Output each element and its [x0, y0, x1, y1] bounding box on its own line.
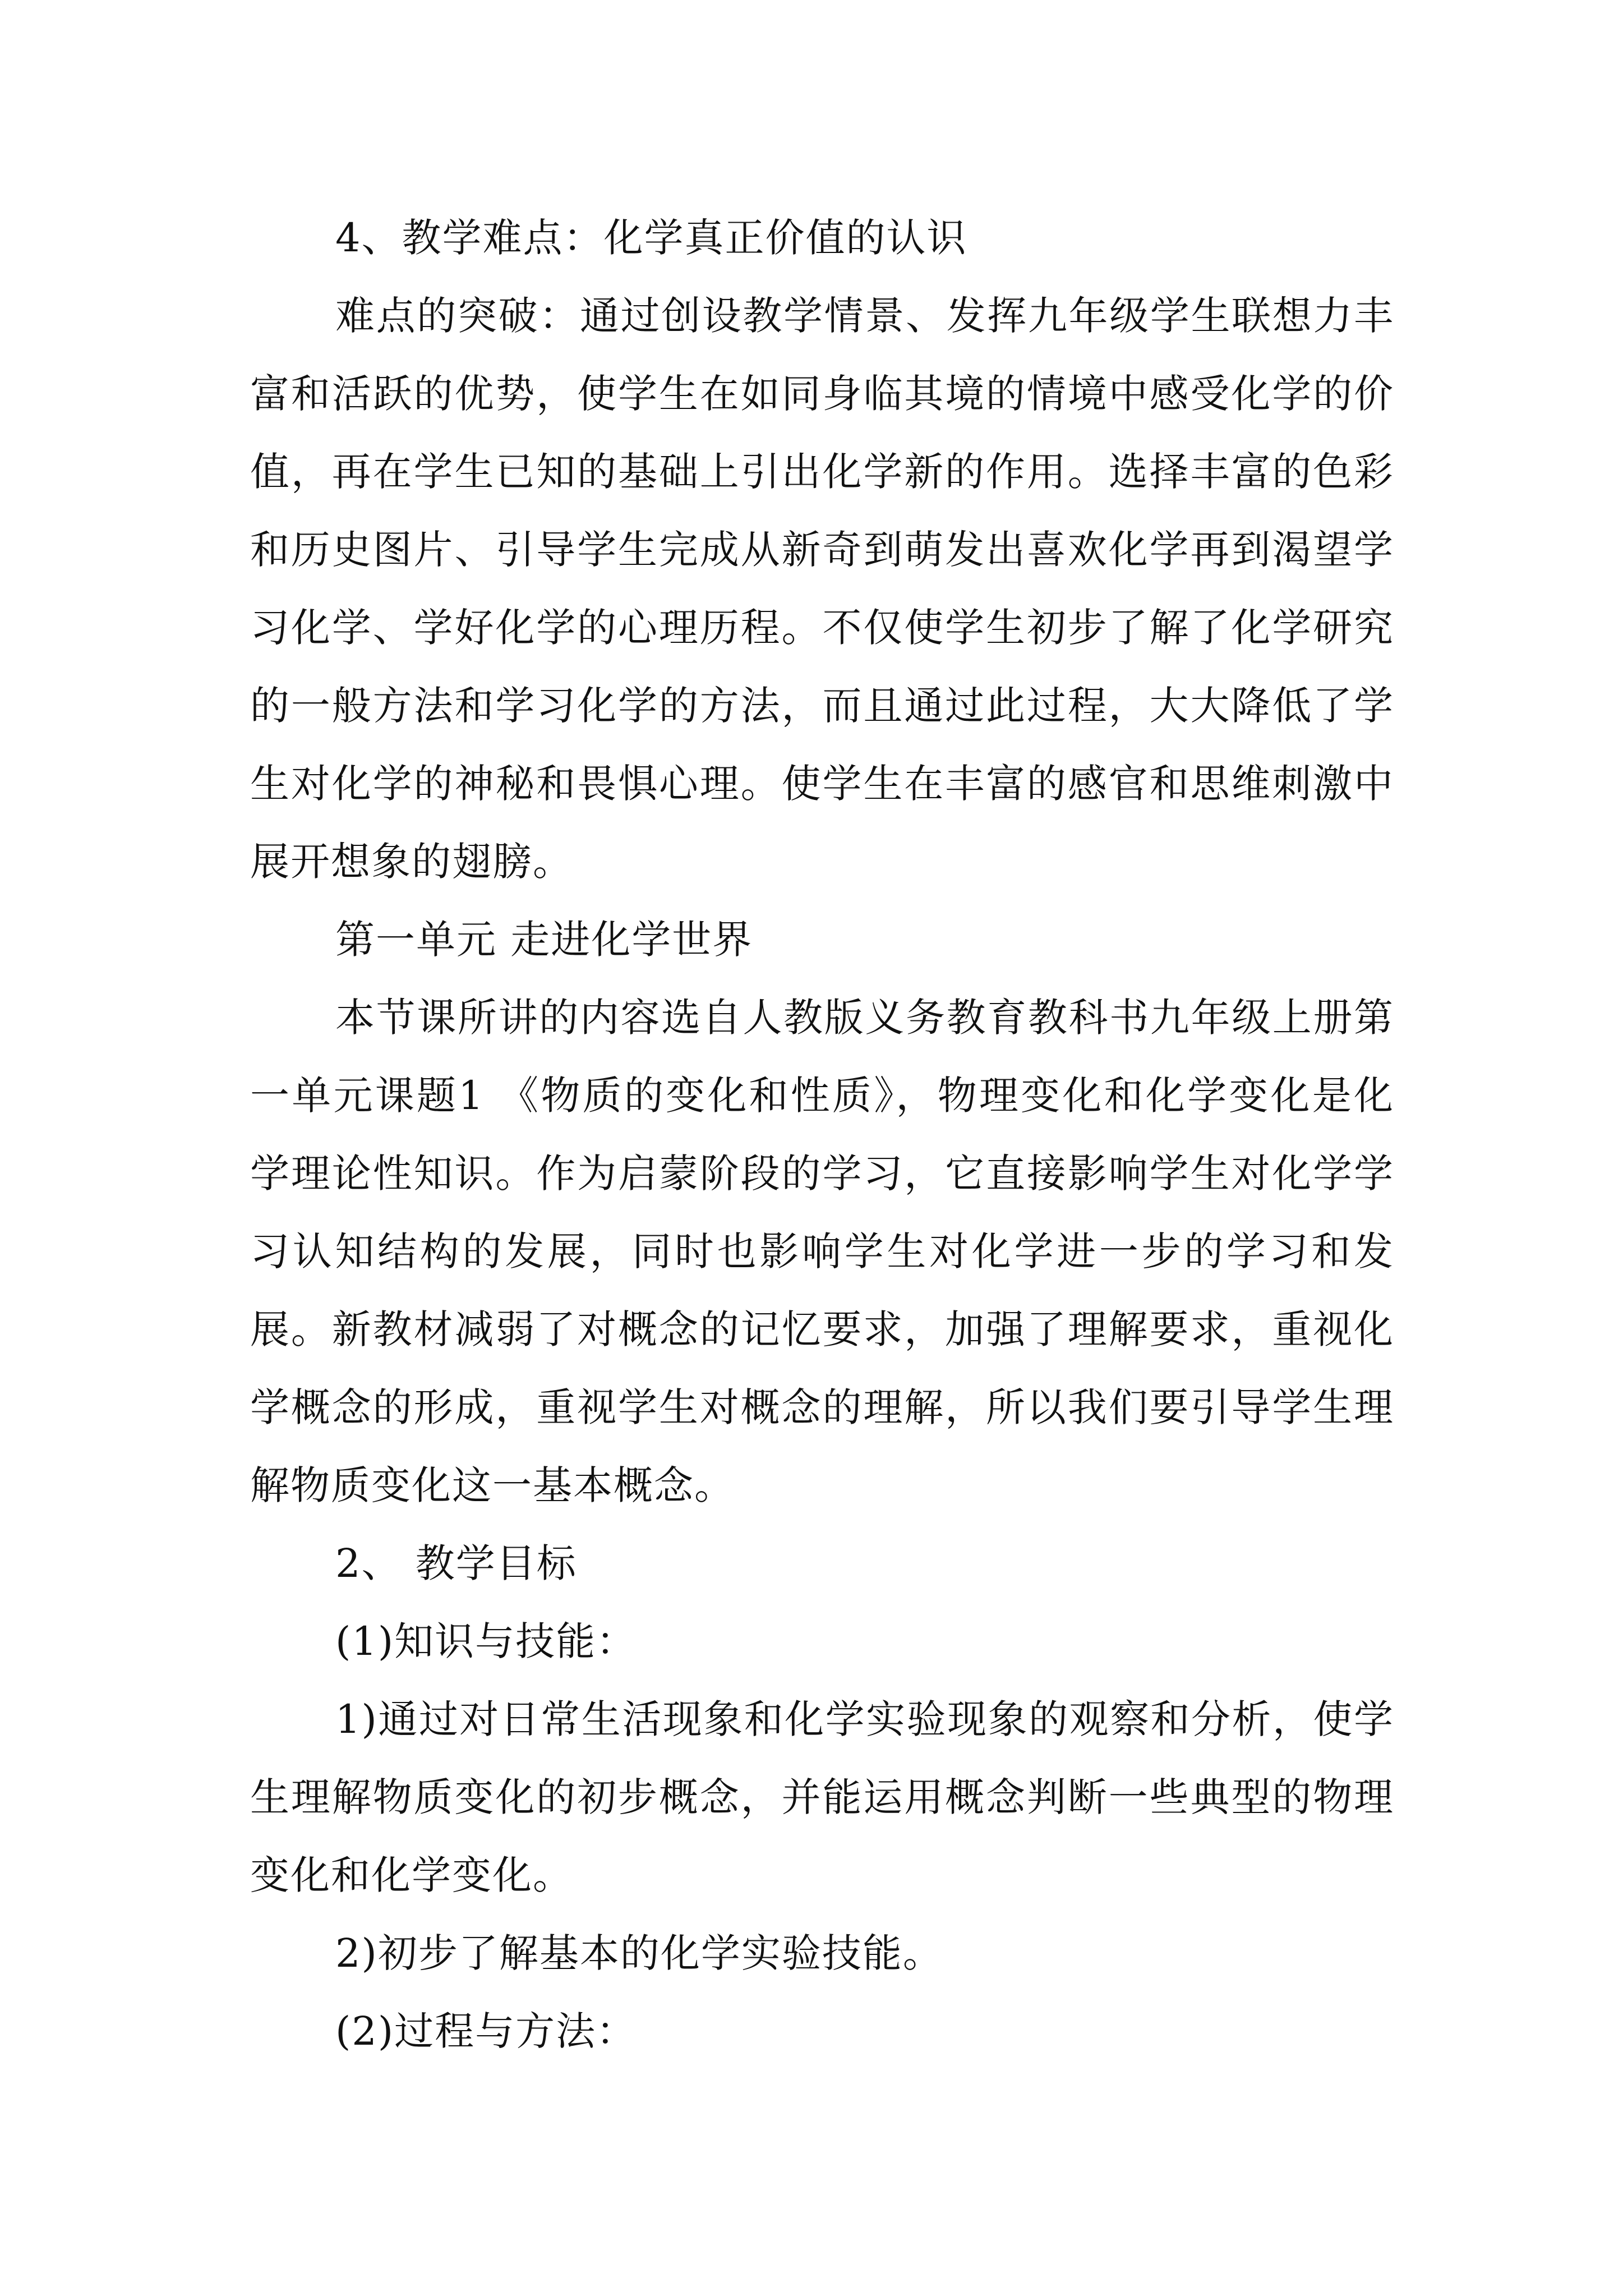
paragraph-unit-heading: 第一单元 走进化学世界 [335, 917, 753, 963]
paragraph-goal-2: 2)初步了解基本的化学实验技能。 [335, 1930, 943, 1976]
paragraph-knowledge-skills-heading: (1)知识与技能： [335, 1618, 637, 1664]
paragraph-lesson-content: 本节课所讲的内容选自人教版义务教育教科书九年级上册第一单元课题1 《物质的变化和性质》，物理变化和化学变化是化学理论性知识。作为启蒙阶段的学习，它直接影响学生对化学学习认知结构的发展，同时也影响学生对化学进一步的学习和发展。新教材减弱了对概念的记忆要求，加强了理解要求，重视化学概念的形成，重视学生对概念的理解，所以我们要引导学生理解物质变化这一基本概念。 [250, 995, 1394, 1508]
paragraph-goal-1: 1)通过对日常生活现象和化学实验现象的观察和分析，使学生理解物质变化的初步概念，并能运用概念判断一些典型的物理变化和化学变化。 [250, 1696, 1394, 1898]
paragraph-process-methods-heading: (2)过程与方法： [335, 2008, 637, 2054]
paragraph-teaching-goals-heading: 2、 教学目标 [335, 1540, 577, 1586]
paragraph-teaching-difficulty: 4、教学难点：化学真正价值的认识 [335, 215, 967, 261]
paragraph-difficulty-breakthrough: 难点的突破：通过创设教学情景、发挥九年级学生联想力丰富和活跃的优势，使学生在如同身临其境的情境中感受化学的价值，再在学生已知的基础上引出化学新的作用。选择丰富的色彩和历史图片、引导学生完成从新奇到萌发出喜欢化学再到渴望学习化学、学好化学的心理历程。不仅使学生初步了解了化学研究的一般方法和学习化学的方法，而且通过此过程，大大降低了学生对化学的神秘和畏惧心理。使学生在丰富的感官和思维刺激中展开想象的翅膀。 [250, 293, 1394, 885]
document-body [250, 199, 1394, 2070]
